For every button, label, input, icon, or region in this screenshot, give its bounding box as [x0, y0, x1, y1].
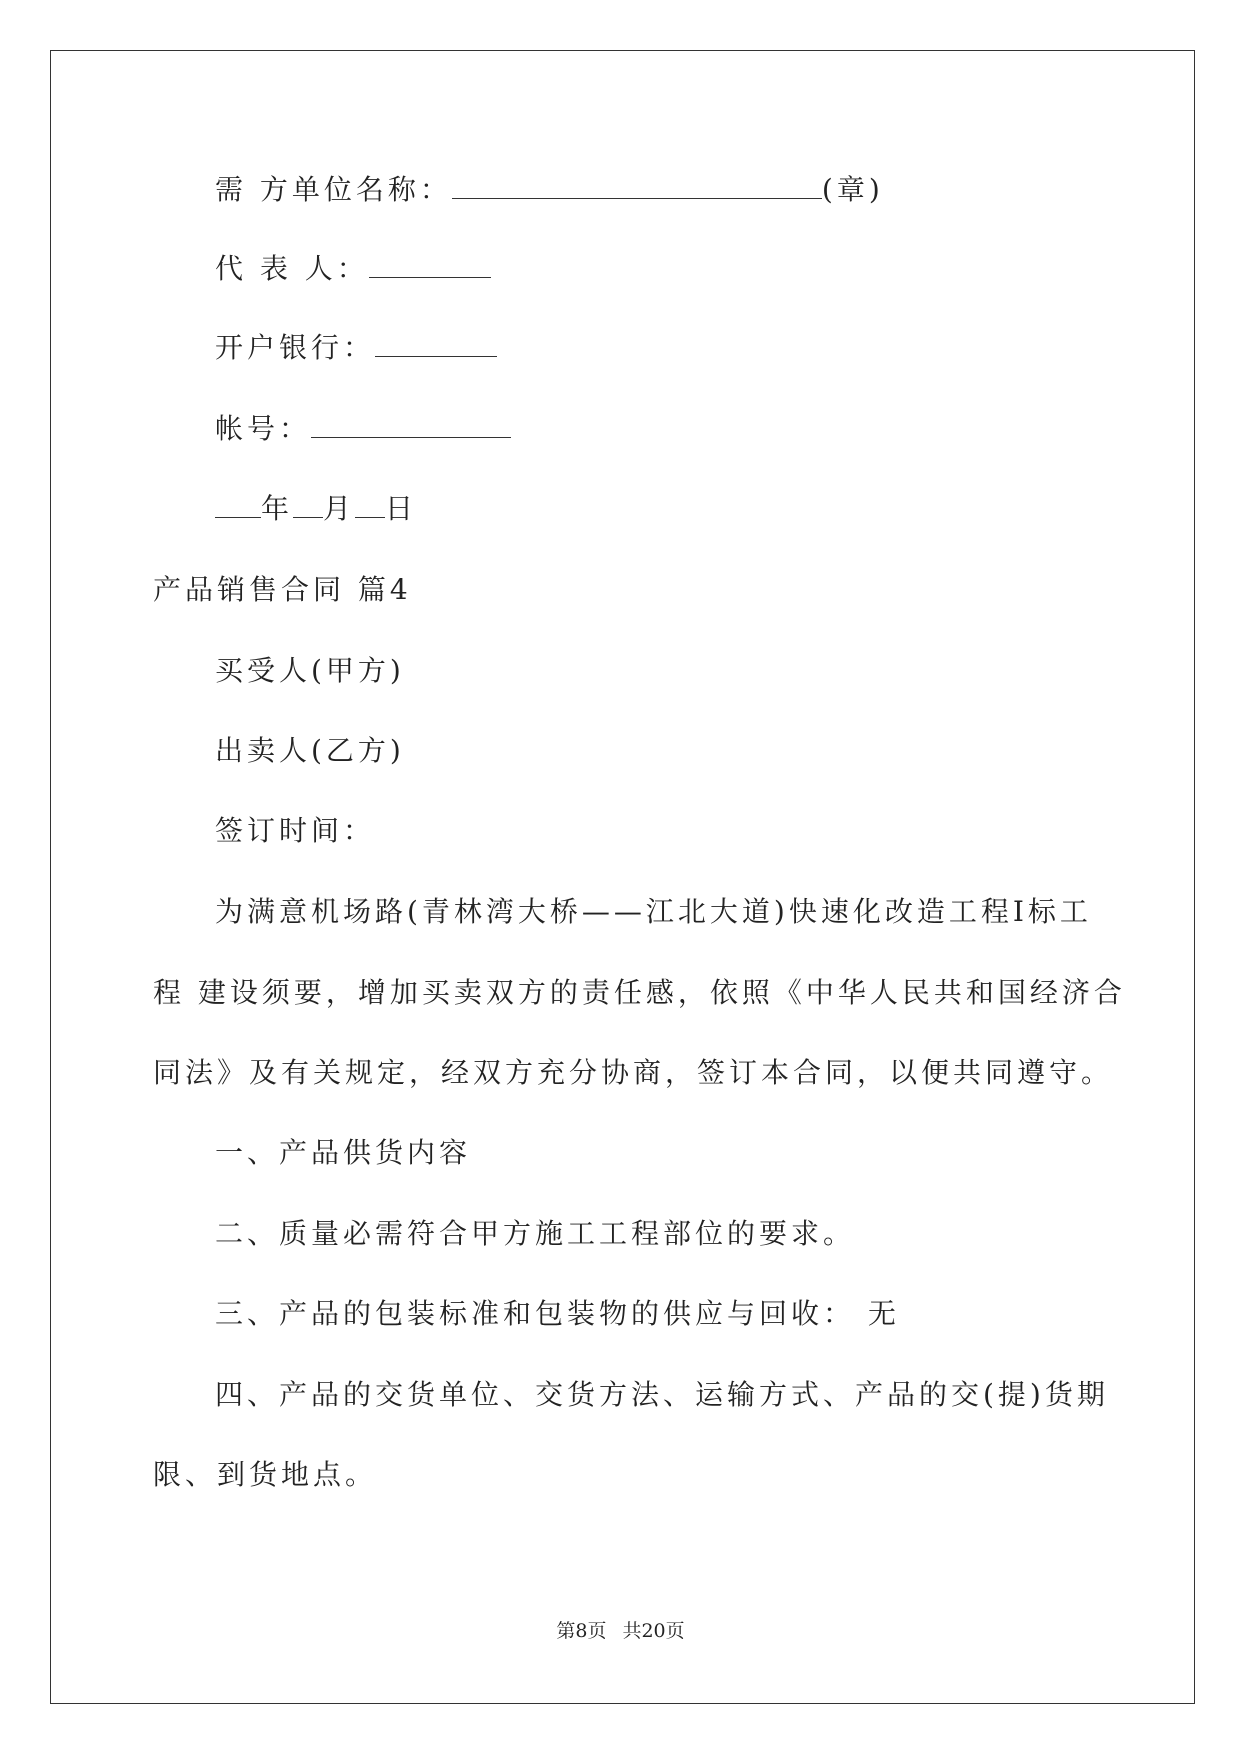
bank-label: 开户银行：: [215, 331, 376, 364]
clause-4-line-2: 限、到货地点。: [153, 1458, 378, 1491]
representative-label: 代 表 人：: [215, 252, 369, 285]
page-total: 共20页: [622, 1620, 685, 1642]
buyer-line: 买受人(甲方): [215, 654, 405, 687]
party-name-line: [215, 172, 884, 208]
clause-1: 一、产品供货内容: [215, 1136, 472, 1169]
party-name-label: 需 方单位名称：: [215, 173, 452, 206]
year-blank: [215, 491, 261, 518]
preamble-line-1: 为满意机场路(青林湾大桥——江北大道)快速化改造工程Ⅰ标工: [215, 895, 1092, 928]
bank-line: [215, 330, 497, 366]
clause-2: 二、质量必需符合甲方施工工程部位的要求。: [215, 1217, 856, 1250]
account-line: [215, 411, 511, 447]
clause-3: 三、产品的包装标准和包装物的供应与回收： 无: [215, 1297, 900, 1330]
date-line: [215, 491, 417, 527]
section-title: 产品销售合同 篇4: [153, 573, 412, 606]
account-label: 帐号：: [215, 412, 312, 445]
bank-blank: [375, 330, 497, 357]
page-number: 第8页: [556, 1620, 607, 1642]
representative-line: [215, 251, 491, 287]
day-blank: [355, 491, 385, 518]
month-blank: [293, 491, 323, 518]
page-footer: [0, 1616, 1241, 1643]
preamble-line-3: 同法》及有关规定，经双方充分协商，签订本合同，以便共同遵守。: [153, 1056, 1114, 1089]
preamble-line-2: 程 建设须要，增加买卖双方的责任感，依照《中华人民共和国经济合: [153, 976, 1126, 1009]
representative-blank: [369, 251, 491, 278]
account-blank: [311, 411, 511, 438]
seller-line: 出卖人(乙方): [215, 734, 405, 767]
party-name-blank: [452, 172, 822, 199]
signing-time-line: 签订时间：: [215, 814, 376, 847]
day-label: 日: [385, 492, 418, 525]
page-border: [50, 50, 1195, 1704]
clause-4-line-1: 四、产品的交货单位、交货方法、运输方式、产品的交(提)货期: [215, 1378, 1109, 1411]
month-label: 月: [323, 492, 356, 525]
year-label: 年: [261, 492, 294, 525]
seal-label: (章): [821, 173, 884, 206]
